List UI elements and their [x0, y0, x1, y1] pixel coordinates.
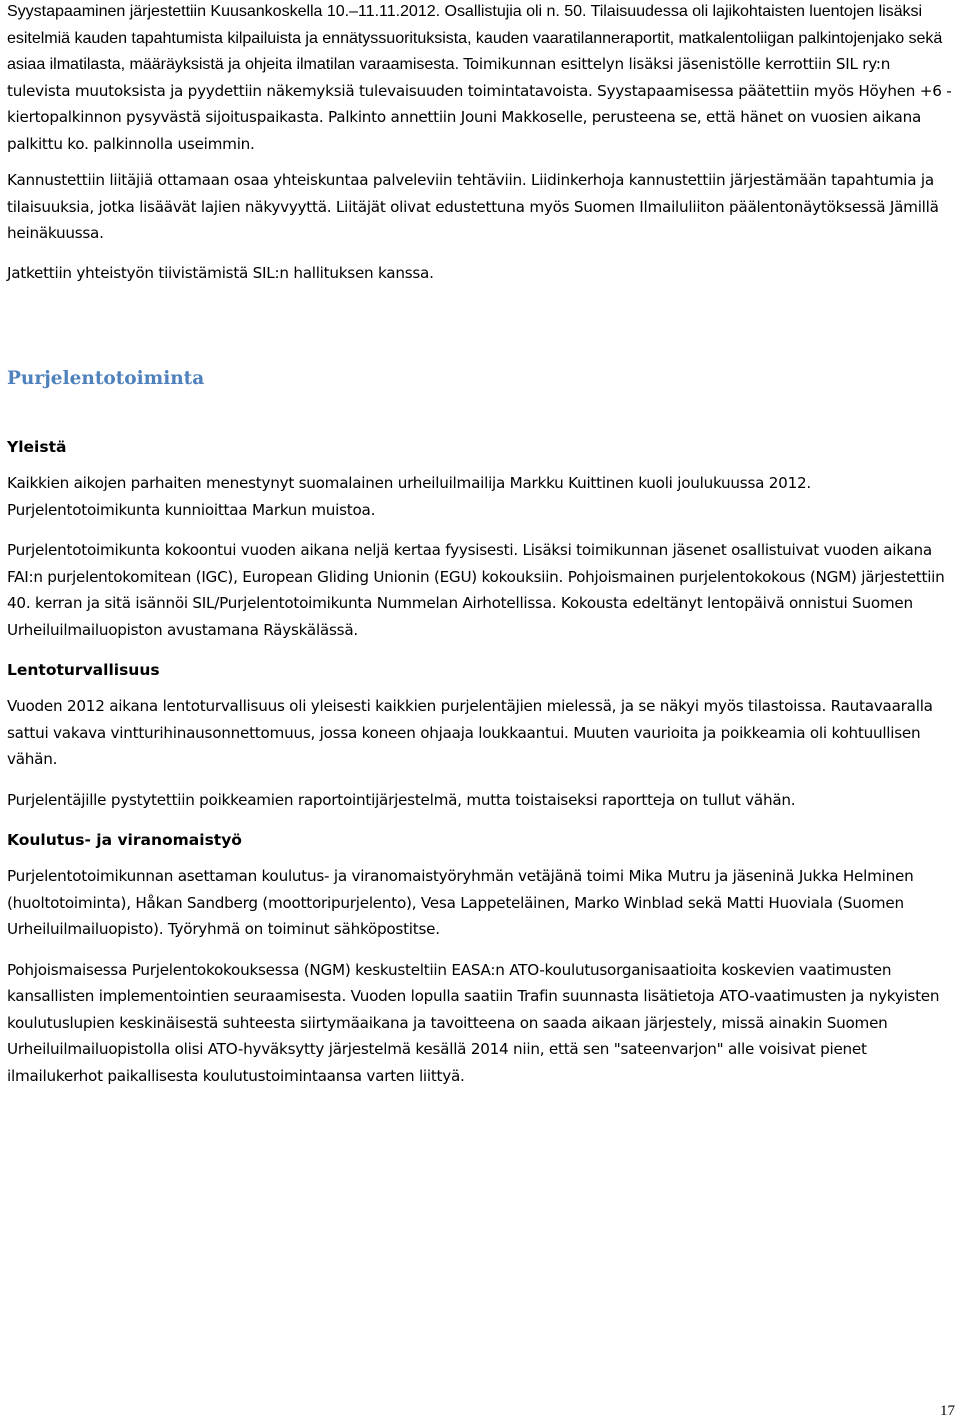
- intro-paragraph-3: Jatkettiin yhteistyön tiivistämistä SIL:n hallituksen kanssa.: [7, 263, 434, 282]
- intro-paragraph-1a: Syystapaaminen järjestettiin Kuusankoskella 10.–11.11.2012. Osallistujia oli n. 50. Tilaisuudessa oli lajikohtaisten luentojen lisäksi esitelmiä kauden tapahtumista kilpailuista ja ennätyssuorituksista, kauden vaaratilanneraportit, matkalentoliigan palkintojenjako sekä asiaa ilmatilasta, määräyksistä ja ohjeita ilmatilan varaamisesta.: [7, 2, 943, 73]
- turvallisuus-paragraph-1: Vuoden 2012 aikana lentoturvallisuus oli yleisesti kaikkien purjelentäjien mielessä, ja se näkyi myös tilastoissa. Rautavaaralla sattui vakava vintturihinausonnettomuus, jossa koneen ohjaaja loukkaantui. Muuten vaurioita ja poikkeamia oli kohtuullisen vähän.: [7, 697, 933, 768]
- koulutus-paragraph-2: Pohjoismaisessa Purjelentokokouksessa (NGM) keskusteltiin EASA:n ATO-koulutusorganisaatioita koskevien vaatimusten kansallisten implementointien seuraamisesta. Vuoden lopulla saatiin Trafin suunnasta lisätietoja ATO-vaatimusten ja nykyisten koulutuslupien keskinäisestä suhteesta siirtymäaikana ja tavoitteena on saada aikaan järjestely, missä ainakin Suomen Urheiluilmailuopistolla olisi ATO-hyväksytty järjestelmä kesällä 2014 niin, että sen "sateenvarjon" alle voisivat pienet ilmailukerhot paikallisesta koulutustoimintaansa varten liittyä.: [7, 960, 940, 1085]
- turvallisuus-paragraph-2: Purjelentäjille pystytettiin poikkeamien raportointijärjestelmä, mutta toistaiseksi raportteja on tullut vähän.: [7, 790, 796, 809]
- intro-paragraph-2: Kannustettiin liitäjiä ottamaan osaa yhteiskuntaa palveleviin tehtäviin. Liidinkerhoja kannustettiin järjestämään tapahtumia ja tilaisuuksia, jotka lisäävät lajien näkyvyyttä. Liitäjät olivat edustettuna myös Suomen Ilmailuliiton päälentonäytöksessä Jämillä heinäkuussa.: [7, 171, 939, 242]
- subheading-yleista: Yleistä: [7, 438, 67, 456]
- koulutus-paragraph-1: Purjelentotoimikunnan asettaman koulutus- ja viranomaistyöryhmän vetäjänä toimi Mika Mutru ja jäseninä Jukka Helminen (huoltotoiminta), Håkan Sandberg (moottoripurjelento), Vesa Lappeteläinen, Marko Winblad sekä Matti Huoviala (Suomen Urheiluilmailuopisto). Työryhmä on toiminut sähköpostitse.: [7, 867, 914, 938]
- subheading-lentoturvallisuus: Lentoturvallisuus: [7, 661, 160, 679]
- page-number: 17: [940, 1403, 955, 1419]
- document-page: [7, 0, 955, 1089]
- section-title: Purjelentotoiminta: [7, 368, 205, 389]
- yleista-paragraph-1: Kaikkien aikojen parhaiten menestynyt suomalainen urheiluilmailija Markku Kuittinen kuoli joulukuussa 2012. Purjelentotoimikunta kunnioittaa Markun muistoa.: [7, 474, 811, 519]
- intro-paragraph-1b: Toimikunnan esittelyn lisäksi jäsenistölle kerrottiin SIL ry:n tulevista muutoksista ja pyydettiin näkemyksiä tulevaisuuden toimintatavoista. Syystapaamisessa päätettiin myös Höyhen +6 -kiertopalkinnon pysyvästä sijoituspaikasta. Palkinto annettiin Jouni Makkoselle, perusteena se, että hänet on vuosien aikana palkittu ko. palkinnolla useimmin.: [7, 55, 952, 153]
- intro-paragraph-1: [7, 0, 955, 157]
- yleista-paragraph-2: Purjelentotoimikunta kokoontui vuoden aikana neljä kertaa fyysisesti. Lisäksi toimikunnan jäsenet osallistuivat vuoden aikana FAI:n purjelentokomitean (IGC), European Gliding Unionin (EGU) kokouksiin. Pohjoismainen purjelentokokous (NGM) järjestettiin 40. kerran ja sitä isännöi SIL/Purjelentotoimikunta Nummelan Airhotellissa. Kokousta edeltänyt lentopäivä onnistui Suomen Urheiluilmailuopiston avustamana Räyskälässä.: [7, 541, 945, 639]
- subheading-koulutus: Koulutus- ja viranomaistyö: [7, 831, 242, 849]
